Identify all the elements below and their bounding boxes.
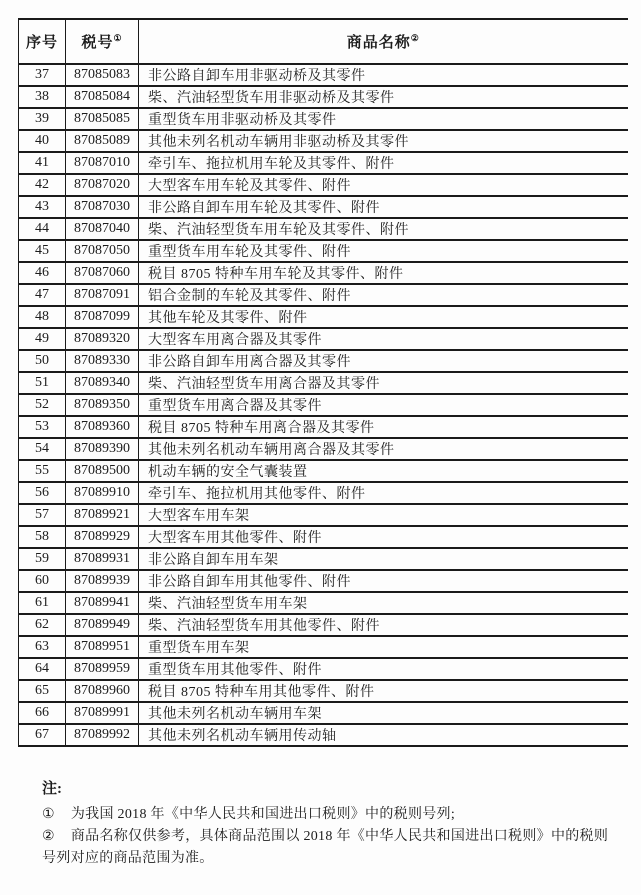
cell-tax-code: 87085089: [66, 130, 139, 152]
cell-serial-number: 51: [19, 372, 66, 394]
note-1-marker: ①: [42, 807, 55, 822]
cell-tax-code: 87089910: [66, 482, 139, 504]
cell-product-name: 重型货车用车轮及其零件、附件: [139, 240, 628, 262]
cell-product-name: 柴、汽油轻型货车用离合器及其零件: [139, 372, 628, 394]
cell-product-name: 其他未列名机动车辆用传动轴: [139, 724, 628, 746]
table-row: [19, 724, 628, 746]
cell-tax-code: 87089340: [66, 372, 139, 394]
cell-serial-number: 64: [19, 658, 66, 680]
cell-serial-number: 41: [19, 152, 66, 174]
header-product-name-superscript: ②: [410, 33, 420, 43]
note-2-text: 商品名称仅供参考，具体商品范围以 2018 年《中华人民共和国进出口税则》中的税则号列对应的商品范围为准。: [42, 829, 609, 866]
cell-product-name: 柴、汽油轻型货车用其他零件、附件: [139, 614, 628, 636]
cell-product-name: 牵引车、拖拉机用车轮及其零件、附件: [139, 152, 628, 174]
table-row: [19, 482, 628, 504]
cell-tax-code: 87089951: [66, 636, 139, 658]
header-tax-code-label: 税号: [81, 35, 114, 51]
table-row: [19, 130, 628, 152]
cell-tax-code: 87089949: [66, 614, 139, 636]
cell-product-name: 重型货车用非驱动桥及其零件: [139, 108, 628, 130]
cell-product-name: 其他未列名机动车辆用非驱动桥及其零件: [139, 130, 628, 152]
cell-tax-code: 87089941: [66, 592, 139, 614]
cell-tax-code: 87087030: [66, 196, 139, 218]
cell-tax-code: 87087060: [66, 262, 139, 284]
cell-serial-number: 38: [19, 86, 66, 108]
cell-serial-number: 52: [19, 394, 66, 416]
cell-product-name: 税目 8705 特种车用离合器及其零件: [139, 416, 628, 438]
cell-tax-code: 87089959: [66, 658, 139, 680]
table-row: [19, 680, 628, 702]
cell-product-name: 非公路自卸车用非驱动桥及其零件: [139, 64, 628, 86]
cell-tax-code: 87085084: [66, 86, 139, 108]
table-row: [19, 504, 628, 526]
cell-tax-code: 87089929: [66, 526, 139, 548]
cell-tax-code: 87087091: [66, 284, 139, 306]
cell-tax-code: 87089330: [66, 350, 139, 372]
cell-product-name: 柴、汽油轻型货车用非驱动桥及其零件: [139, 86, 628, 108]
note-item-2: [42, 826, 620, 870]
cell-product-name: 机动车辆的安全气囊装置: [139, 460, 628, 482]
table-row: [19, 306, 628, 328]
cell-tax-code: 87089390: [66, 438, 139, 460]
note-item-1: [42, 804, 620, 826]
table-row: [19, 174, 628, 196]
cell-tax-code: 87085083: [66, 64, 139, 86]
note-2-marker: ②: [42, 829, 55, 844]
note-1-text: 为我国 2018 年《中华人民共和国进出口税则》中的税则号列;: [70, 807, 456, 822]
cell-product-name: 大型客车用车架: [139, 504, 628, 526]
cell-product-name: 铝合金制的车轮及其零件、附件: [139, 284, 628, 306]
table-row: [19, 636, 628, 658]
table-row: [19, 372, 628, 394]
table-row: [19, 284, 628, 306]
header-tax-code: [66, 19, 139, 64]
cell-serial-number: 61: [19, 592, 66, 614]
header-serial-number-label: 序号: [25, 35, 58, 51]
cell-tax-code: 87089320: [66, 328, 139, 350]
header-product-name: [139, 19, 628, 64]
header-product-name-label: 商品名称: [346, 35, 411, 51]
table-row: [19, 658, 628, 680]
tariff-table: [18, 18, 628, 747]
cell-serial-number: 62: [19, 614, 66, 636]
cell-serial-number: 37: [19, 64, 66, 86]
cell-serial-number: 40: [19, 130, 66, 152]
table-row: [19, 196, 628, 218]
header-tax-code-superscript: ①: [113, 33, 123, 43]
cell-tax-code: 87089939: [66, 570, 139, 592]
table-row: [19, 416, 628, 438]
table-row: [19, 614, 628, 636]
table-row: [19, 64, 628, 86]
cell-serial-number: 44: [19, 218, 66, 240]
cell-tax-code: 87087040: [66, 218, 139, 240]
cell-tax-code: 87089500: [66, 460, 139, 482]
table-row: [19, 702, 628, 724]
table-row: [19, 86, 628, 108]
cell-serial-number: 60: [19, 570, 66, 592]
cell-serial-number: 54: [19, 438, 66, 460]
cell-product-name: 非公路自卸车用车架: [139, 548, 628, 570]
table-row: [19, 548, 628, 570]
cell-product-name: 其他车轮及其零件、附件: [139, 306, 628, 328]
cell-product-name: 其他未列名机动车辆用离合器及其零件: [139, 438, 628, 460]
cell-serial-number: 43: [19, 196, 66, 218]
table-row: [19, 152, 628, 174]
table-header-row: [19, 19, 628, 64]
table-row: [19, 240, 628, 262]
cell-serial-number: 59: [19, 548, 66, 570]
notes-title: 注:: [42, 781, 62, 797]
cell-tax-code: 87089350: [66, 394, 139, 416]
cell-tax-code: 87087020: [66, 174, 139, 196]
table-row: [19, 108, 628, 130]
cell-tax-code: 87089931: [66, 548, 139, 570]
table-row: [19, 218, 628, 240]
table-row: [19, 526, 628, 548]
notes-section: [42, 777, 620, 870]
cell-serial-number: 39: [19, 108, 66, 130]
cell-product-name: 大型客车用其他零件、附件: [139, 526, 628, 548]
cell-product-name: 重型货车用车架: [139, 636, 628, 658]
cell-serial-number: 55: [19, 460, 66, 482]
cell-product-name: 非公路自卸车用其他零件、附件: [139, 570, 628, 592]
cell-tax-code: 87089360: [66, 416, 139, 438]
cell-serial-number: 46: [19, 262, 66, 284]
cell-serial-number: 58: [19, 526, 66, 548]
cell-product-name: 大型客车用离合器及其零件: [139, 328, 628, 350]
cell-product-name: 大型客车用车轮及其零件、附件: [139, 174, 628, 196]
table-body: [19, 64, 628, 746]
cell-tax-code: 87087099: [66, 306, 139, 328]
cell-product-name: 税目 8705 特种车用其他零件、附件: [139, 680, 628, 702]
cell-serial-number: 57: [19, 504, 66, 526]
cell-serial-number: 67: [19, 724, 66, 746]
cell-product-name: 柴、汽油轻型货车用车架: [139, 592, 628, 614]
cell-product-name: 柴、汽油轻型货车用车轮及其零件、附件: [139, 218, 628, 240]
cell-tax-code: 87089960: [66, 680, 139, 702]
cell-serial-number: 42: [19, 174, 66, 196]
cell-product-name: 其他未列名机动车辆用车架: [139, 702, 628, 724]
cell-product-name: 税目 8705 特种车用车轮及其零件、附件: [139, 262, 628, 284]
table-row: [19, 350, 628, 372]
cell-product-name: 重型货车用其他零件、附件: [139, 658, 628, 680]
cell-serial-number: 56: [19, 482, 66, 504]
cell-serial-number: 48: [19, 306, 66, 328]
cell-tax-code: 87089992: [66, 724, 139, 746]
cell-serial-number: 49: [19, 328, 66, 350]
cell-serial-number: 47: [19, 284, 66, 306]
cell-product-name: 牵引车、拖拉机用其他零件、附件: [139, 482, 628, 504]
table-row: [19, 592, 628, 614]
header-serial-number: [19, 19, 66, 64]
cell-serial-number: 66: [19, 702, 66, 724]
cell-tax-code: 87089921: [66, 504, 139, 526]
cell-tax-code: 87087050: [66, 240, 139, 262]
cell-serial-number: 65: [19, 680, 66, 702]
cell-product-name: 非公路自卸车用离合器及其零件: [139, 350, 628, 372]
cell-serial-number: 63: [19, 636, 66, 658]
cell-tax-code: 87089991: [66, 702, 139, 724]
table-row: [19, 394, 628, 416]
cell-serial-number: 50: [19, 350, 66, 372]
cell-tax-code: 87085085: [66, 108, 139, 130]
table-row: [19, 438, 628, 460]
cell-tax-code: 87087010: [66, 152, 139, 174]
cell-serial-number: 45: [19, 240, 66, 262]
cell-product-name: 非公路自卸车用车轮及其零件、附件: [139, 196, 628, 218]
table-row: [19, 460, 628, 482]
table-row: [19, 262, 628, 284]
table-row: [19, 328, 628, 350]
table-row: [19, 570, 628, 592]
cell-serial-number: 53: [19, 416, 66, 438]
cell-product-name: 重型货车用离合器及其零件: [139, 394, 628, 416]
